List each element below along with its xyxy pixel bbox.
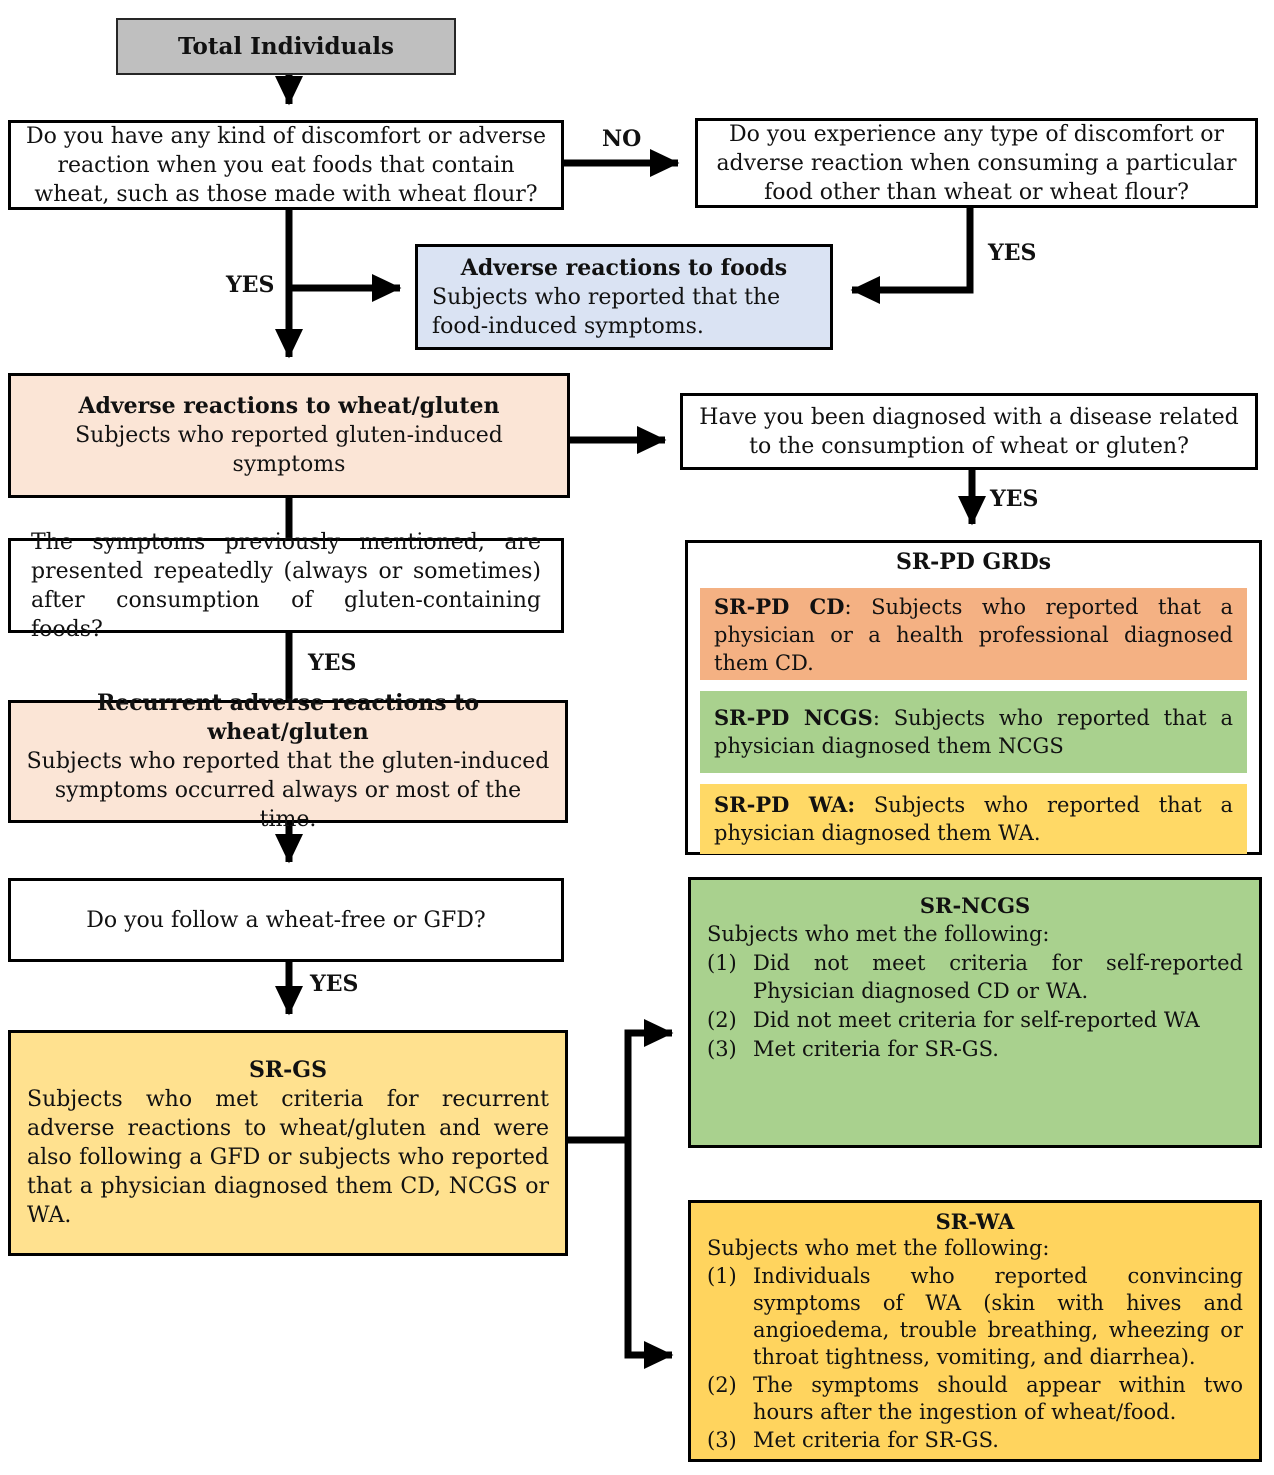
edge-label-yes-diagnosed: YES xyxy=(990,486,1039,512)
list-item-number: (3) xyxy=(707,1037,737,1061)
question-text: The symptoms previously mentioned, are presented repeatedly (always or sometimes) after consumption of gluten-containing foods? xyxy=(31,529,541,642)
edge-label-no: NO xyxy=(602,126,642,152)
list-item xyxy=(707,1427,1243,1454)
list-item xyxy=(707,1006,1243,1034)
node-question-wheat-discomfort xyxy=(8,120,564,210)
node-question-gfd xyxy=(8,878,564,962)
srpd-wa-text: Subjects who reported that a physician diagnosed them WA. xyxy=(714,793,1233,845)
list-item-number: (3) xyxy=(707,1428,737,1452)
list-item xyxy=(707,949,1243,1005)
list-item-text: Did not meet criteria for self-reported WA xyxy=(753,1008,1200,1032)
list-item-text: The symptoms should appear within two hours after the ingestion of wheat/food. xyxy=(753,1373,1243,1424)
list-item-number: (1) xyxy=(707,951,737,975)
arrow-q-otherfood-yes-to-adv-foods xyxy=(852,206,970,290)
srpd-wa-lead: SR-PD WA: xyxy=(714,792,856,817)
edge-label-yes-wheat: YES xyxy=(226,272,275,298)
srpd-ncgs-lead: SR-PD NCGS xyxy=(714,705,873,730)
question-text: Do you experience any type of discomfort or adverse reaction when consuming a particular food other than wheat or wheat flour? xyxy=(716,121,1237,205)
node-recurrent-adverse-reactions xyxy=(8,690,568,832)
list-item-number: (2) xyxy=(707,1008,737,1032)
question-text: Have you been diagnosed with a disease related to the consumption of wheat or gluten? xyxy=(699,404,1239,459)
node-title: SR-PD GRDs xyxy=(895,549,1052,575)
question-text: Do you follow a wheat-free or GFD? xyxy=(86,907,486,933)
edge-label-yes-repeat: YES xyxy=(308,650,357,676)
list-item-text: Individuals who reported convincing symptoms of WA (skin with hives and angioedema, trouble breathing, wheezing or throat tightness, vomiting, and diarrhea). xyxy=(753,1264,1243,1369)
node-title: SR-GS xyxy=(249,1057,327,1083)
node-question-other-food xyxy=(695,118,1258,208)
edge-label-yes-gfd: YES xyxy=(310,971,359,997)
list-item-text: Met criteria for SR-GS. xyxy=(753,1428,999,1452)
srpd-cd-lead: SR-PD CD xyxy=(714,594,845,619)
node-body: Subjects who met criteria for recurrent adverse reactions to wheat/gluten and were also following a GFD or subjects who reported that a physician diagnosed them CD, NCGS or WA. xyxy=(27,1087,549,1228)
node-intro: Subjects who met the following: xyxy=(707,1236,1050,1260)
node-question-diagnosed-disease xyxy=(680,393,1258,470)
node-question-symptoms-repeat xyxy=(8,529,564,642)
list-item xyxy=(707,1372,1243,1426)
srpd-wa-entry xyxy=(700,784,1247,854)
node-total-individuals xyxy=(116,18,456,75)
arrow-srgs-to-srwa xyxy=(628,1140,672,1355)
list-item-text: Did not meet criteria for self-reported Physician diagnosed CD or WA. xyxy=(753,951,1243,1003)
node-title: SR-NCGS xyxy=(919,893,1031,918)
list-item-number: (2) xyxy=(707,1373,737,1397)
srpd-ncgs-entry xyxy=(700,691,1247,773)
list-item-number: (1) xyxy=(707,1264,737,1288)
list-item xyxy=(707,1035,1243,1063)
srpd-cd-text: : Subjects who reported that a physician or a health professional diagnosed them CD. xyxy=(714,595,1233,675)
node-body: Subjects who reported gluten-induced symptoms xyxy=(75,423,503,477)
node-adverse-reactions-foods xyxy=(415,244,833,350)
node-srpd-grds xyxy=(685,540,1262,855)
node-total-individuals-label: Total Individuals xyxy=(178,33,394,60)
question-text: Do you have any kind of discomfort or adverse reaction when you eat foods that contain wheat, such as those made with wheat flour? xyxy=(26,123,546,207)
edge-label-yes-other-food: YES xyxy=(988,240,1037,266)
node-intro: Subjects who met the following: xyxy=(707,922,1050,946)
node-title: SR-WA xyxy=(935,1209,1015,1234)
node-sr-ncgs xyxy=(688,877,1262,1148)
node-title: Adverse reactions to wheat/gluten xyxy=(78,393,500,419)
node-title: Adverse reactions to foods xyxy=(460,254,788,281)
srpd-ncgs-text: : Subjects who reported that a physician diagnosed them NCGS xyxy=(714,706,1233,758)
node-body: Subjects who reported that the food-induced symptoms. xyxy=(432,284,781,339)
list-item xyxy=(707,1263,1243,1371)
node-sr-wa xyxy=(688,1200,1262,1462)
node-sr-gs xyxy=(8,1030,568,1256)
node-title: Recurrent adverse reactions to wheat/gluten xyxy=(96,690,480,745)
node-adverse-reactions-wheat-gluten xyxy=(8,373,570,498)
list-item-text: Met criteria for SR-GS. xyxy=(753,1037,999,1061)
srpd-cd-entry xyxy=(700,588,1247,680)
node-body: Subjects who reported that the gluten-induced symptoms occurred always or most of the time. xyxy=(26,749,550,832)
arrow-srgs-to-srncgs xyxy=(566,1033,672,1140)
